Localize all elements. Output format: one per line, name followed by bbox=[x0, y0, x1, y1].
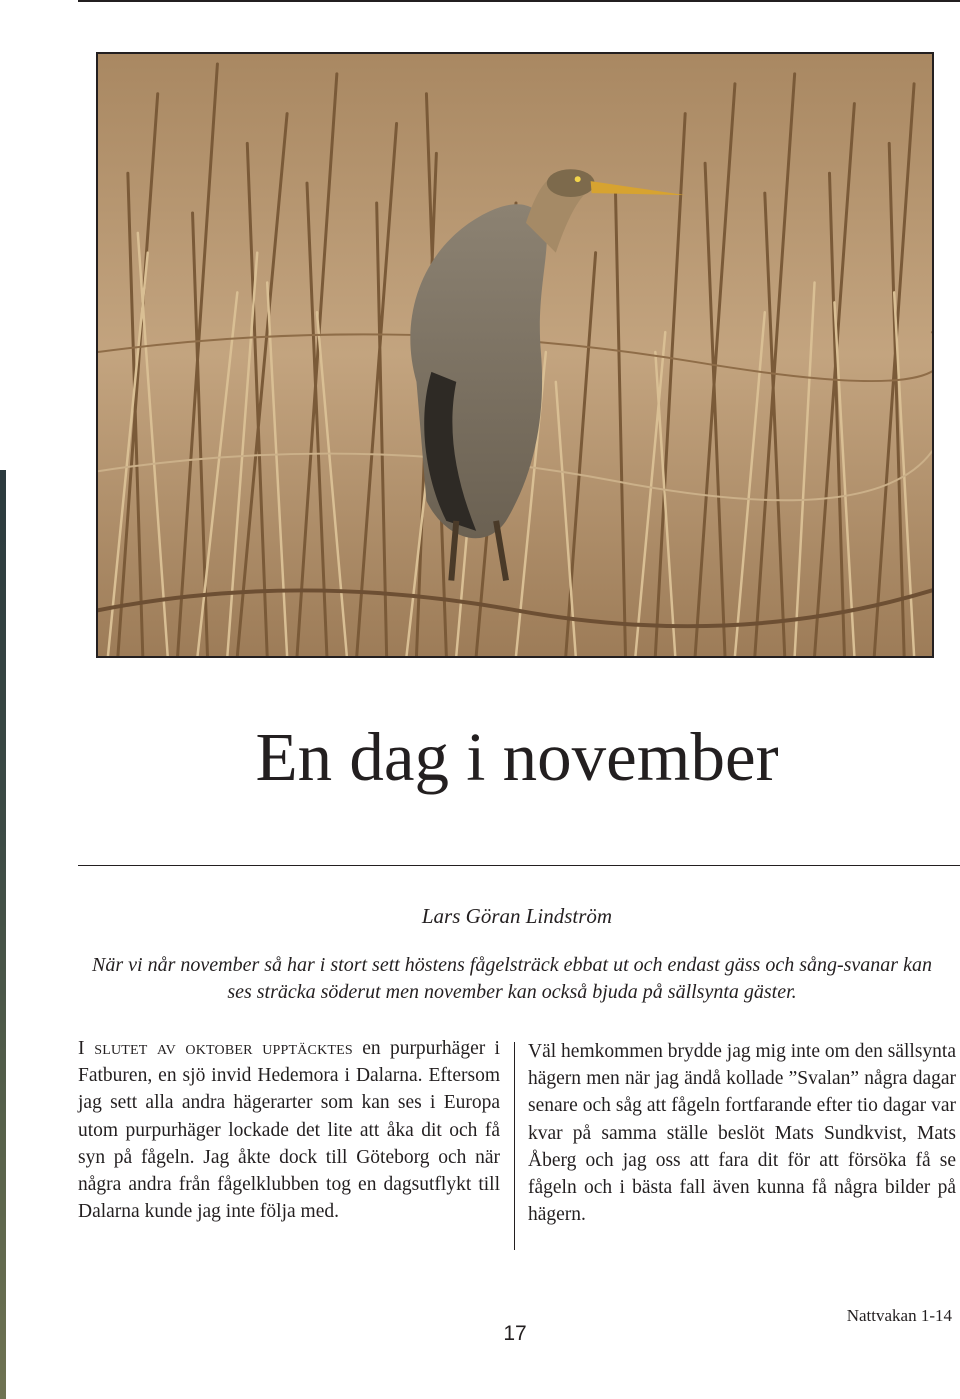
heron-photo bbox=[96, 52, 934, 658]
page-number: 17 bbox=[503, 1322, 527, 1345]
heron-in-reeds-illustration bbox=[98, 54, 932, 656]
left-column-text: en purpurhäger i Fatburen, en sjö invid Hedemora i Dalarna. Eftersom jag sett alla andra hägerarter som kan ses i Europa utom purpurhäger lockade det lite att åka dit och få syn på fågeln. Jag åkte dock till Göteborg och när några andra från fågelklubben tog en dagsutflykt till Dalarna kunde jag inte följa med. bbox=[78, 1038, 500, 1223]
column-divider bbox=[514, 1042, 515, 1250]
top-rule bbox=[78, 0, 960, 2]
article-title: En dag i november bbox=[255, 719, 779, 795]
publication-name: Nattvakan 1-14 bbox=[846, 1306, 952, 1325]
author-byline: Lars Göran Lindström bbox=[421, 904, 613, 928]
article-lead: När vi når november så har i stort sett höstens fågelsträck ebbat ut och endast gäss och sång-svanar kan ses sträcka söderut men november kan också bjuda på sällsynta gäster. bbox=[92, 954, 932, 1003]
article-column-right: Väl hemkommen brydde jag mig inte om den sällsynta hägern men när jag ändå kollade ”Svalan” några dagar senare och såg att fågeln fortfarande efter tio dagar var kvar på samma ställe beslöt Mats Sundkvist, Mats Åberg och jag oss att fara dit för att försöka få se fågeln och i bästa fall även kunna få några bilder på hägern. bbox=[528, 1041, 956, 1226]
title-rule bbox=[78, 865, 960, 866]
article-column-left bbox=[78, 1035, 500, 1225]
opening-smallcaps: I slutet av oktober upptäcktes bbox=[78, 1038, 353, 1059]
page-edge-strip bbox=[0, 470, 6, 1399]
